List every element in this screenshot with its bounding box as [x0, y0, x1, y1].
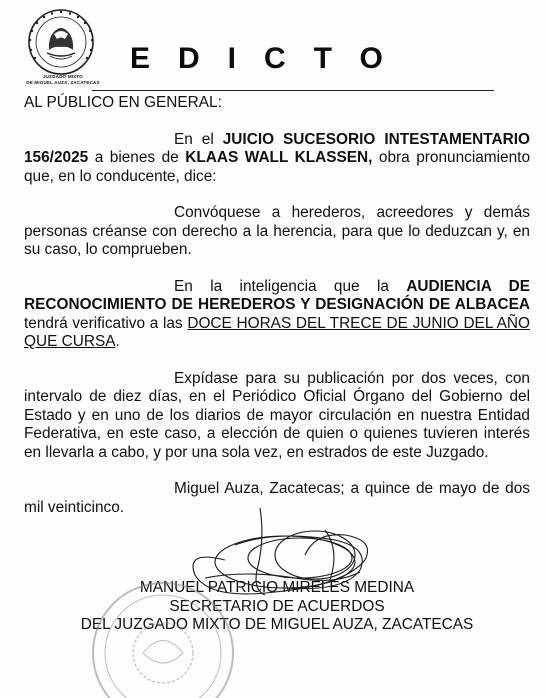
document-title: EDICTO	[130, 42, 411, 75]
paragraph-hearing-text: En la inteligencia que la	[174, 277, 407, 295]
signer-name: MANUEL PATRICIO MIRELES MEDINA	[139, 579, 415, 596]
hearing-name: AUDIENCIA DE RECONOCIMIENTO DE HEREDEROS Y DESIGNACIÓN DE ALBACEA	[24, 277, 530, 313]
case-number: JUICIO SUCESORIO INTESTAMENTARIO 156/2025	[24, 130, 530, 166]
paragraph-publication: Expídase para su publicación por dos veces, con intervalo de diez días, en el Periódico Oficial Órgano del Gobierno del Estado y en uno de los diarios de mayor circulación en nuestra Entidad Federativa, en este caso, a elección de quien o quienes tuvieren interés en llevarla a cabo, y por una sola vez, en estrados de este Juzgado.	[24, 369, 530, 461]
header-divider	[92, 90, 494, 91]
place-and-date: Miguel Auza, Zacatecas; a quince de mayo de dos mil veinticinco.	[24, 480, 530, 516]
paragraph-hearing	[24, 278, 530, 352]
decedent-name: KLAAS WALL KLASSEN,	[185, 149, 373, 166]
paragraph-hearing-text: tendrá verificativo a las	[24, 314, 188, 332]
paragraph-summons: Convóquese a herederos, acreedores y demás personas créanse con derecho a la herencia, para que lo deduzcan y, en su caso, lo comprueben.	[24, 204, 530, 258]
signer-role: SECRETARIO DE ACUERDOS	[169, 597, 385, 615]
paragraph-case-text: a bienes de	[88, 149, 186, 166]
seal-caption-line1: JUZGADO MIXTO	[42, 74, 84, 79]
seal-caption	[18, 74, 108, 85]
seal-caption-line2: DE MIGUEL AUZA, ZACATECAS	[26, 79, 100, 85]
paragraph-case	[24, 131, 530, 187]
document-header	[18, 6, 528, 90]
signer-block	[24, 579, 530, 635]
paragraph-case-text: En el	[174, 130, 223, 148]
edict-body	[24, 94, 530, 517]
hearing-date: DOCE HORAS DEL TRECE DE JUNIO DEL AÑO QUE CURSA	[24, 314, 530, 350]
salutation: AL PÚBLICO EN GENERAL:	[24, 94, 222, 111]
paragraph-case-text: obra pronunciamiento que, en lo conducente, dice:	[24, 149, 531, 185]
paragraph-hearing-text: .	[115, 333, 120, 350]
signer-court: DEL JUZGADO MIXTO DE MIGUEL AUZA, ZACATECAS	[80, 616, 474, 633]
